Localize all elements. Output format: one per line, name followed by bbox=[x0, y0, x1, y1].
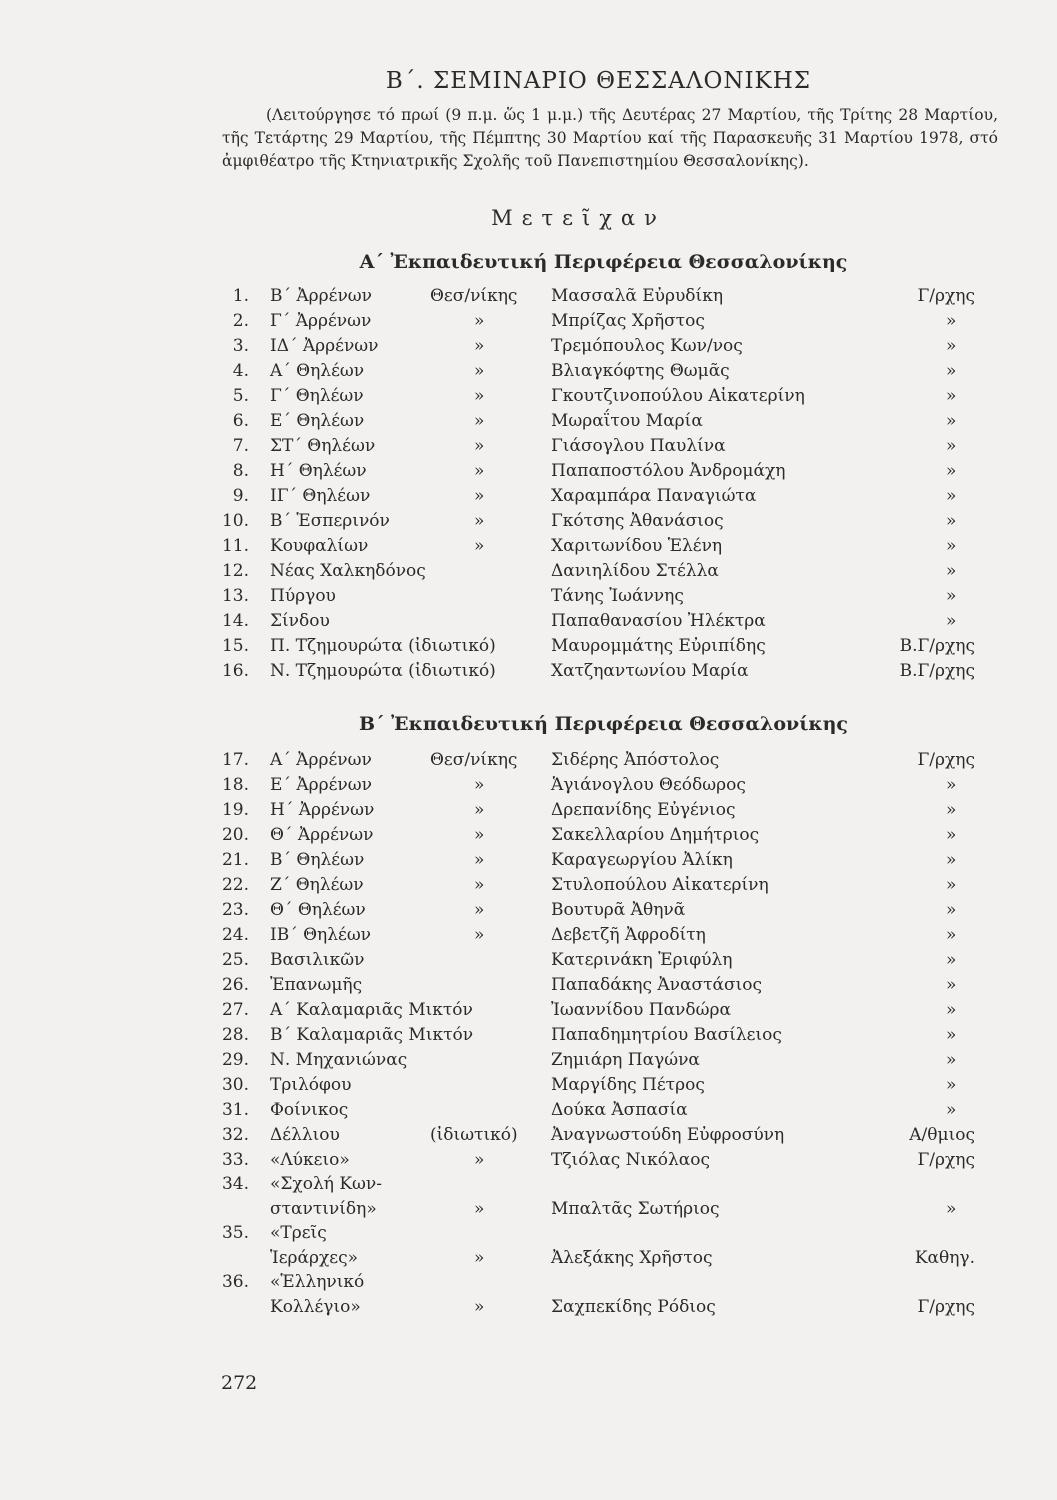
row-number: 22. bbox=[221, 875, 249, 895]
table-row bbox=[0, 336, 1057, 361]
teacher-rank: » bbox=[946, 436, 957, 456]
teacher-rank: Γ/ρχης bbox=[917, 1297, 975, 1317]
row-number: 10. bbox=[221, 511, 249, 531]
table-row bbox=[0, 586, 1057, 611]
row-number: 34. bbox=[221, 1174, 249, 1194]
table-row bbox=[0, 1000, 1057, 1025]
teacher-name: Ἀλεξάκης Χρῆστος bbox=[551, 1248, 713, 1268]
teacher-rank: » bbox=[946, 825, 957, 845]
school-name: Η΄ Ἀρρένων bbox=[270, 800, 375, 820]
teacher-name: Μαυρομμάτης Εὐριπίδης bbox=[551, 636, 766, 656]
city-name: » bbox=[474, 775, 485, 795]
page-number: 272 bbox=[221, 1372, 258, 1394]
row-number: 1. bbox=[232, 286, 249, 306]
city-name: » bbox=[474, 461, 485, 481]
table-row bbox=[0, 361, 1057, 386]
teacher-rank: » bbox=[946, 486, 957, 506]
school-name: Ν. Μηχανιώνας bbox=[270, 1050, 408, 1070]
table-row bbox=[0, 925, 1057, 950]
row-number: 17. bbox=[221, 750, 249, 770]
row-number: 4. bbox=[232, 361, 249, 381]
school-name: ΣΤ΄ Θηλέων bbox=[270, 436, 376, 456]
school-name: Σίνδου bbox=[270, 611, 330, 631]
table-row bbox=[0, 311, 1057, 336]
teacher-name: Ἀναγνωστούδη Εὐφροσύνη bbox=[551, 1125, 785, 1145]
row-number: 7. bbox=[232, 436, 249, 456]
teacher-name: Γιάσογλου Παυλίνα bbox=[551, 436, 726, 456]
city-name: » bbox=[474, 850, 485, 870]
teacher-name: Παπαδάκης Ἀναστάσιος bbox=[551, 975, 763, 995]
section-b-heading: Β΄ Ἐκπαιδευτική Περιφέρεια Θεσσαλονίκης bbox=[358, 713, 849, 735]
table-row bbox=[0, 825, 1057, 850]
school-name: ΙΓ΄ Θηλέων bbox=[270, 486, 371, 506]
city-name: » bbox=[474, 900, 485, 920]
school-name: Ε΄ Ἀρρένων bbox=[270, 775, 372, 795]
row-number: 2. bbox=[232, 311, 249, 331]
row-number: 3. bbox=[232, 336, 249, 356]
teacher-name: Σακελλαρίου Δημήτριος bbox=[551, 825, 760, 845]
teacher-name: Μασσαλᾶ Εὐρυδίκη bbox=[551, 286, 724, 306]
teacher-name: Μαργίδης Πέτρος bbox=[551, 1075, 705, 1095]
teacher-name: Ἁγιάνογλου Θεόδωρος bbox=[551, 775, 746, 795]
table-row bbox=[0, 950, 1057, 975]
city-name: » bbox=[474, 336, 485, 356]
teacher-name: Παπαδημητρίου Βασίλειος bbox=[551, 1025, 782, 1045]
city-name: » bbox=[474, 436, 485, 456]
teacher-rank: Γ/ρχης bbox=[917, 286, 975, 306]
teacher-name: Ἰωαννίδου Πανδώρα bbox=[551, 1000, 731, 1020]
school-name: Α΄ Θηλέων bbox=[270, 361, 365, 381]
table-row bbox=[0, 561, 1057, 586]
teacher-name: Τάνης Ἰωάννης bbox=[551, 586, 684, 606]
teacher-rank: » bbox=[946, 461, 957, 481]
teacher-rank: » bbox=[946, 950, 957, 970]
school-name: Π. Τζημουρώτα (ἰδιωτικό) bbox=[270, 636, 496, 656]
school-name: ΙΔ΄ Ἀρρένων bbox=[270, 336, 379, 356]
row-number: 23. bbox=[221, 900, 249, 920]
school-name: Θ΄ Ἀρρένων bbox=[270, 825, 374, 845]
city-name: » bbox=[474, 311, 485, 331]
teacher-rank: » bbox=[946, 586, 957, 606]
table-row bbox=[0, 1150, 1057, 1175]
table-row bbox=[0, 1272, 1057, 1317]
teacher-rank: » bbox=[946, 1199, 957, 1219]
table-row bbox=[0, 461, 1057, 486]
school-name: Δέλλιου bbox=[270, 1125, 340, 1145]
school-name: Νέας Χαλκηδόνος bbox=[270, 561, 426, 581]
row-number: 20. bbox=[221, 825, 249, 845]
row-number: 13. bbox=[221, 586, 249, 606]
row-number: 16. bbox=[221, 661, 249, 681]
school-name: Γ΄ Ἀρρένων bbox=[270, 311, 372, 331]
table-row bbox=[0, 1174, 1057, 1219]
city-name: » bbox=[474, 800, 485, 820]
school-name-continued: Κολλέγιο» bbox=[270, 1297, 361, 1317]
section-a-heading: Α΄ Ἐκπαιδευτική Περιφέρεια Θεσσαλονίκης bbox=[359, 251, 848, 273]
school-name: Α΄ Ἀρρένων bbox=[270, 750, 372, 770]
row-number: 6. bbox=[232, 411, 249, 431]
table-row bbox=[0, 1125, 1057, 1150]
school-name-continued: σταντινίδη» bbox=[270, 1199, 377, 1219]
teacher-rank: » bbox=[946, 536, 957, 556]
teacher-name: Γκουτζινοπούλου Αἰκατερίνη bbox=[551, 386, 805, 406]
row-number: 29. bbox=[221, 1050, 249, 1070]
row-number: 14. bbox=[221, 611, 249, 631]
teacher-rank: » bbox=[946, 336, 957, 356]
row-number: 30. bbox=[221, 1075, 249, 1095]
school-name: Πύργου bbox=[270, 586, 336, 606]
city-name: » bbox=[474, 1150, 485, 1170]
city-name: » bbox=[474, 486, 485, 506]
table-row bbox=[0, 850, 1057, 875]
school-name: Ζ΄ Θηλέων bbox=[270, 875, 364, 895]
teacher-name: Κατερινάκη Ἐριφύλη bbox=[551, 950, 733, 970]
teacher-name: Καραγεωργίου Ἀλίκη bbox=[551, 850, 733, 870]
teacher-rank: » bbox=[946, 1000, 957, 1020]
teacher-name: Σαχπεκίδης Ρόδιος bbox=[551, 1297, 716, 1317]
city-name: » bbox=[474, 361, 485, 381]
teacher-rank: » bbox=[946, 875, 957, 895]
table-row bbox=[0, 536, 1057, 561]
teacher-name: Παπαποστόλου Ἀνδρομάχη bbox=[551, 461, 786, 481]
teacher-name: Χαραμπάρα Παναγιώτα bbox=[551, 486, 757, 506]
table-row bbox=[0, 286, 1057, 311]
teacher-rank: Α/θμιος bbox=[909, 1125, 975, 1145]
teacher-rank: » bbox=[946, 775, 957, 795]
teacher-name: Μωραΐτου Μαρία bbox=[551, 411, 703, 431]
table-row bbox=[0, 1075, 1057, 1100]
teacher-rank: » bbox=[946, 511, 957, 531]
city-name: » bbox=[474, 536, 485, 556]
city-name: » bbox=[474, 875, 485, 895]
teacher-name: Βουτυρᾶ Ἀθηνᾶ bbox=[551, 900, 686, 920]
teacher-name: Μπρίζας Χρῆστος bbox=[551, 311, 705, 331]
table-row bbox=[0, 411, 1057, 436]
row-number: 11. bbox=[221, 536, 249, 556]
table-row bbox=[0, 975, 1057, 1000]
city-name: » bbox=[474, 925, 485, 945]
table-row bbox=[0, 800, 1057, 825]
school-name: «Ἑλληνικό bbox=[270, 1272, 365, 1292]
teacher-name: Γκότσης Ἀθανάσιος bbox=[551, 511, 724, 531]
row-number: 5. bbox=[232, 386, 249, 406]
school-name: «Λύκειο» bbox=[270, 1150, 350, 1170]
teacher-rank: » bbox=[946, 1025, 957, 1045]
city-name: » bbox=[474, 511, 485, 531]
teacher-rank: Β.Γ/ρχης bbox=[899, 636, 975, 656]
teacher-rank: » bbox=[946, 561, 957, 581]
teacher-rank: » bbox=[946, 925, 957, 945]
school-name-continued: Ἱεράρχες» bbox=[270, 1248, 359, 1268]
row-number: 28. bbox=[221, 1025, 249, 1045]
school-name: Ε΄ Θηλέων bbox=[270, 411, 365, 431]
teacher-rank: » bbox=[946, 850, 957, 870]
school-name: Β΄ Καλαμαριᾶς Μικτόν bbox=[270, 1025, 474, 1045]
school-name: Φοίνικος bbox=[270, 1100, 349, 1120]
school-name: Β΄ Ἑσπερινόν bbox=[270, 511, 390, 531]
teacher-name: Στυλοπούλου Αἰκατερίνη bbox=[551, 875, 769, 895]
teacher-name: Δεβετζῆ Ἀφροδίτη bbox=[551, 925, 706, 945]
row-number: 36. bbox=[221, 1272, 249, 1292]
teacher-rank: » bbox=[946, 361, 957, 381]
row-number: 9. bbox=[232, 486, 249, 506]
table-row bbox=[0, 775, 1057, 800]
school-name: Γ΄ Θηλέων bbox=[270, 386, 364, 406]
table-row bbox=[0, 1025, 1057, 1050]
teacher-name: Μπαλτᾶς Σωτήριος bbox=[551, 1199, 720, 1219]
row-number: 32. bbox=[221, 1125, 249, 1145]
school-name: «Τρεῖς bbox=[270, 1223, 327, 1243]
school-name: Τριλόφου bbox=[270, 1075, 352, 1095]
row-number: 12. bbox=[221, 561, 249, 581]
school-name: Κουφαλίων bbox=[270, 536, 369, 556]
city-name: » bbox=[474, 1297, 485, 1317]
city-name: » bbox=[474, 386, 485, 406]
participants-heading: Μετεῖχαν bbox=[491, 206, 666, 230]
school-name: Θ΄ Θηλέων bbox=[270, 900, 366, 920]
city-name: Θεσ/νίκης bbox=[430, 286, 518, 306]
teacher-name: Δρεπανίδης Εὐγένιος bbox=[551, 800, 736, 820]
teacher-rank: » bbox=[946, 1075, 957, 1095]
teacher-rank: Β.Γ/ρχης bbox=[899, 661, 975, 681]
city-name: » bbox=[474, 1199, 485, 1219]
teacher-name: Σιδέρης Ἀπόστολος bbox=[551, 750, 720, 770]
table-row bbox=[0, 611, 1057, 636]
school-name: Ν. Τζημουρώτα (ἰδιωτικό) bbox=[270, 661, 496, 681]
teacher-rank: Γ/ρχης bbox=[917, 750, 975, 770]
teacher-name: Τζιόλας Νικόλαος bbox=[551, 1150, 711, 1170]
school-name: Α΄ Καλαμαριᾶς Μικτόν bbox=[270, 1000, 473, 1020]
document-title: Β΄. ΣΕΜΙΝΑΡΙΟ ΘΕΣΣΑΛΟΝΙΚΗΣ bbox=[385, 68, 812, 94]
teacher-name: Χαριτωνίδου Ἑλένη bbox=[551, 536, 723, 556]
teacher-name: Δανιηλίδου Στέλλα bbox=[551, 561, 719, 581]
teacher-rank: » bbox=[946, 311, 957, 331]
teacher-rank: » bbox=[946, 975, 957, 995]
row-number: 25. bbox=[221, 950, 249, 970]
city-name: » bbox=[474, 1248, 485, 1268]
row-number: 15. bbox=[221, 636, 249, 656]
row-number: 26. bbox=[221, 975, 249, 995]
table-row bbox=[0, 875, 1057, 900]
school-name: Βασιλικῶν bbox=[270, 950, 365, 970]
teacher-rank: » bbox=[946, 411, 957, 431]
table-row bbox=[0, 486, 1057, 511]
teacher-name: Βλιαγκόφτης Θωμᾶς bbox=[551, 361, 730, 381]
row-number: 21. bbox=[221, 850, 249, 870]
table-row bbox=[0, 511, 1057, 536]
city-name: » bbox=[474, 825, 485, 845]
table-row bbox=[0, 386, 1057, 411]
city-name: (ἰδιωτικό) bbox=[430, 1125, 518, 1145]
school-name: ΙΒ΄ Θηλέων bbox=[270, 925, 372, 945]
city-name: Θεσ/νίκης bbox=[430, 750, 518, 770]
teacher-name: Ζημιάρη Παγώνα bbox=[551, 1050, 700, 1070]
teacher-rank: » bbox=[946, 611, 957, 631]
teacher-name: Χατζηαντωνίου Μαρία bbox=[551, 661, 749, 681]
row-number: 18. bbox=[221, 775, 249, 795]
table-row bbox=[0, 1100, 1057, 1125]
school-name: «Σχολή Κων- bbox=[270, 1174, 382, 1194]
teacher-rank: Καθηγ. bbox=[914, 1248, 975, 1268]
row-number: 35. bbox=[221, 1223, 249, 1243]
teacher-rank: » bbox=[946, 386, 957, 406]
table-row bbox=[0, 661, 1057, 686]
table-row bbox=[0, 436, 1057, 461]
school-name: Β΄ Θηλέων bbox=[270, 850, 365, 870]
row-number: 33. bbox=[221, 1150, 249, 1170]
row-number: 19. bbox=[221, 800, 249, 820]
school-name: Β΄ Ἀρρένων bbox=[270, 286, 372, 306]
row-number: 8. bbox=[232, 461, 249, 481]
row-number: 24. bbox=[221, 925, 249, 945]
teacher-rank: Γ/ρχης bbox=[917, 1150, 975, 1170]
school-name: Ἐπανωμῆς bbox=[270, 975, 363, 995]
table-row bbox=[0, 1050, 1057, 1075]
teacher-rank: » bbox=[946, 900, 957, 920]
teacher-rank: » bbox=[946, 1050, 957, 1070]
teacher-rank: » bbox=[946, 1100, 957, 1120]
row-number: 27. bbox=[221, 1000, 249, 1020]
teacher-name: Δούκα Ἀσπασία bbox=[551, 1100, 688, 1120]
row-number: 31. bbox=[221, 1100, 249, 1120]
table-row bbox=[0, 900, 1057, 925]
teacher-rank: » bbox=[946, 800, 957, 820]
school-name: Η΄ Θηλέων bbox=[270, 461, 367, 481]
intro-paragraph: (Λειτούργησε τό πρωί (9 π.μ. ὥς 1 μ.μ.) τῆς Δευτέρας 27 Μαρτίου, τῆς Τρίτης 28 Μαρτίου, τῆς Τετάρτης 29 Μαρτίου, τῆς Πέμπτης 30 Μαρτίου καί τῆς Παρασκευῆς 31 Μαρτίου 1978, στό ἀμφιθέατρο τῆς Κτηνιατρικῆς Σχολῆς τοῦ Πανεπιστημίου Θεσσαλονίκης). bbox=[222, 106, 998, 170]
teacher-name: Παπαθανασίου Ἠλέκτρα bbox=[551, 611, 766, 631]
city-name: » bbox=[474, 411, 485, 431]
table-row bbox=[0, 750, 1057, 775]
teacher-name: Τρεμόπουλος Κων/νος bbox=[551, 336, 743, 356]
table-row bbox=[0, 1223, 1057, 1268]
table-row bbox=[0, 636, 1057, 661]
